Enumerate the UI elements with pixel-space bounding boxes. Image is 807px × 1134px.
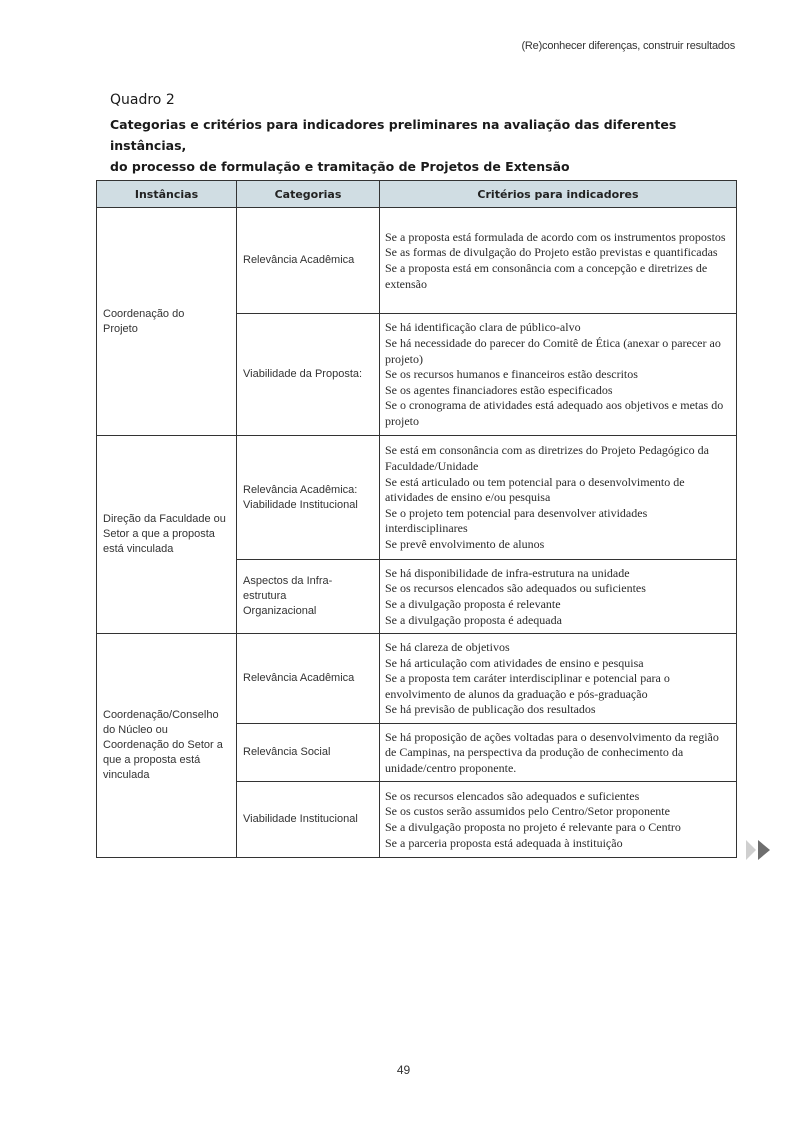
- criterio-item: Se está em consonância com as diretrizes do Projeto Pedagógico da Faculdade/Unidade: [385, 443, 709, 474]
- criterio-item: Se os custos serão assumidos pelo Centro/Setor proponente: [385, 804, 670, 819]
- criterios-cell: [380, 436, 737, 560]
- categoria-cell: Viabilidade da Proposta:: [237, 314, 380, 436]
- criterio-item: Se a proposta está formulada de acordo com os instrumentos propostos: [385, 229, 726, 244]
- criterio-item: Se os agentes financiadores estão especificados: [385, 382, 613, 397]
- criterios-cell: [380, 724, 737, 782]
- criterio-item: Se há identificação clara de público-alvo: [385, 320, 581, 335]
- next-page-button[interactable]: [746, 840, 770, 860]
- criterio-item: Se a divulgação proposta é relevante: [385, 597, 561, 611]
- criterio-item: Se a proposta tem caráter interdisciplinar e potencial para o envolvimento de alunos da graduação e pós-graduação: [385, 671, 670, 701]
- criterio-item: Se prevê envolvimento de alunos: [385, 536, 545, 551]
- categoria-cell: Relevância Acadêmica: [237, 634, 380, 724]
- table-row: [97, 436, 737, 560]
- criterio-item: Se a divulgação proposta é adequada: [385, 612, 562, 627]
- criterio-item: Se as formas de divulgação do Projeto estão previstas e quantificadas: [385, 245, 718, 260]
- categoria-cell: Relevância Acadêmica: Viabilidade Institucional: [237, 436, 380, 560]
- table-row: [97, 208, 737, 314]
- criterio-item: Se a parceria proposta está adequada à instituição: [385, 835, 623, 850]
- caption-title-line-1: Categorias e critérios para indicadores preliminares na avaliação das diferentes instâncias,: [110, 117, 677, 153]
- criteria-table: [96, 180, 737, 858]
- header-categorias: Categorias: [237, 181, 380, 208]
- criterio-item: Se há articulação com atividades de ensino e pesquisa: [385, 655, 644, 670]
- instancia-cell: Direção da Faculdade ou Setor a que a proposta está vinculada: [97, 436, 237, 634]
- criterio-item: Se a proposta está em consonância com a concepção e diretrizes de extensão: [385, 261, 708, 291]
- criterio-item: Se os recursos elencados são adequados ou suficientes: [385, 581, 646, 596]
- criterio-item: Se há disponibilidade de infra-estrutura na unidade: [385, 565, 630, 580]
- criterios-cell: [380, 314, 737, 436]
- criterio-item: Se o projeto tem potencial para desenvolver atividades interdisciplinares: [385, 505, 648, 536]
- criterios-cell: [380, 634, 737, 724]
- criterio-item: Se o cronograma de atividades está adequado aos objetivos e metas do projeto: [385, 398, 724, 428]
- caption-title-line-2: do processo de formulação e tramitação de Projetos de Extensão: [110, 159, 570, 174]
- header-criterios: Critérios para indicadores: [380, 181, 737, 208]
- table-caption: [110, 92, 710, 177]
- categoria-cell: Relevância Social: [237, 724, 380, 782]
- criterios-cell: [380, 782, 737, 858]
- criterios-cell: [380, 560, 737, 634]
- criterio-item: Se está articulado ou tem potencial para o desenvolvimento de atividades de ensino e/ou pesquisa: [385, 474, 685, 505]
- instancia-cell: Coordenação do Projeto: [97, 208, 237, 436]
- caption-number: Quadro 2: [110, 92, 175, 108]
- triangle-right-icon: [758, 840, 770, 860]
- categoria-cell: Aspectos da Infra-estrutura Organizacional: [237, 560, 380, 634]
- table-row: [97, 634, 737, 724]
- criterios-cell: [380, 208, 737, 314]
- criterio-item: Se há previsão de publicação dos resultados: [385, 702, 596, 717]
- header-instancias: Instâncias: [97, 181, 237, 208]
- instancia-cell: Coordenação/Conselho do Núcleo ou Coordenação do Setor a que a proposta está vinculada: [97, 634, 237, 858]
- page-number: 49: [396, 1063, 411, 1077]
- triangle-right-icon: [746, 840, 756, 860]
- criterio-item: Se há necessidade do parecer do Comitê de Ética (anexar o parecer ao projeto): [385, 336, 721, 366]
- criterio-item: Se a divulgação proposta no projeto é relevante para o Centro: [385, 820, 681, 834]
- criterio-item: Se há clareza de objetivos: [385, 640, 510, 655]
- criterio-item: Se há proposição de ações voltadas para o desenvolvimento da região de Campinas, na perspectiva da produção de conhecimento da unidade/centro proponente.: [385, 729, 719, 775]
- table-header-row: [97, 181, 737, 208]
- categoria-cell: Relevância Acadêmica: [237, 208, 380, 314]
- criterio-item: Se os recursos humanos e financeiros estão descritos: [385, 367, 638, 382]
- criterio-item: Se os recursos elencados são adequados e suficientes: [385, 788, 640, 803]
- categoria-cell: Viabilidade Institucional: [237, 782, 380, 858]
- running-head: (Re)conhecer diferenças, construir resultados: [521, 40, 735, 52]
